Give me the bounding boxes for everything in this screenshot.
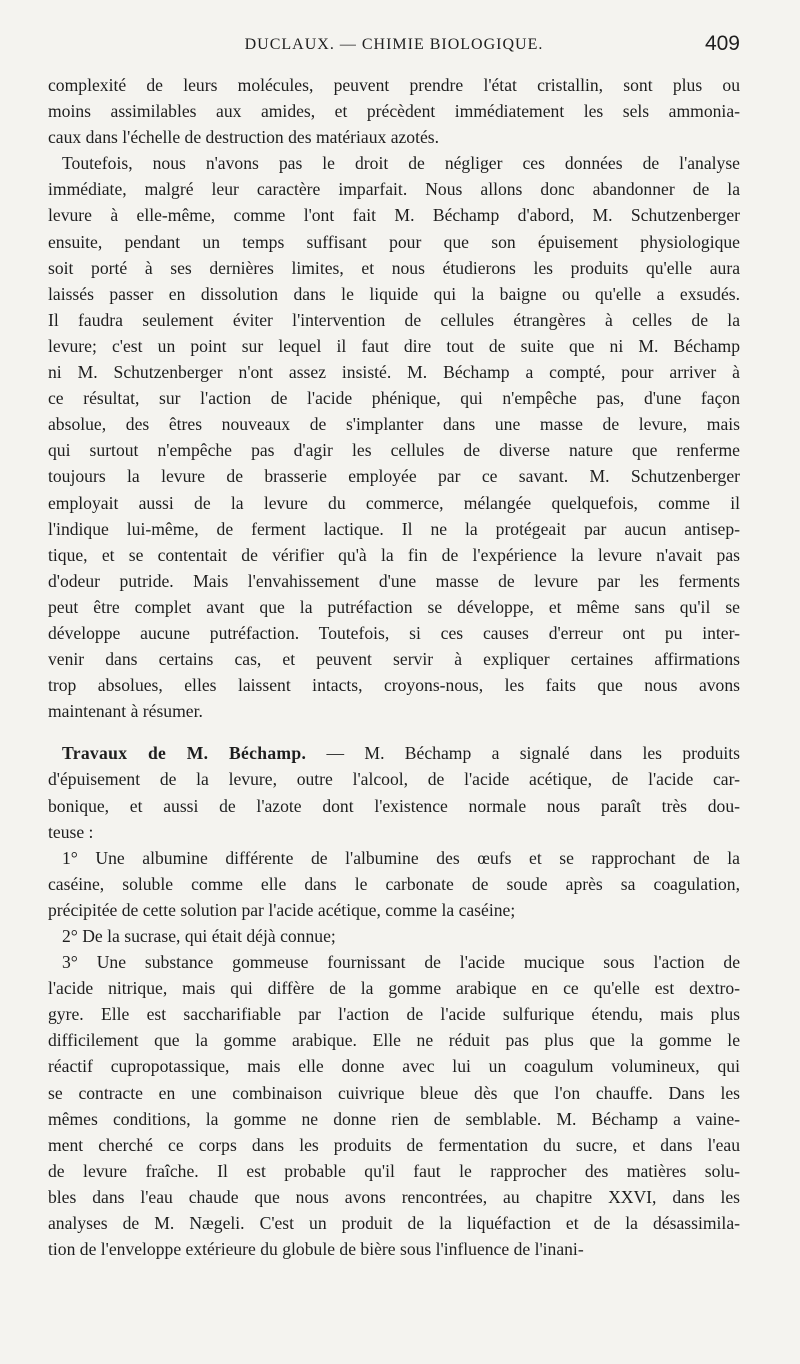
paragraph bbox=[48, 740, 740, 844]
text-line bbox=[48, 698, 740, 724]
paragraph bbox=[48, 845, 740, 923]
text-line bbox=[48, 1027, 740, 1053]
line-text: caséine, soluble comme elle dans le carbonate de soude après sa coagulation, bbox=[48, 873, 740, 894]
text-line bbox=[48, 1080, 740, 1106]
line-text: laissés passer en dissolution dans le liquide qui la baigne ou qu'elle a exsudés. bbox=[48, 283, 740, 304]
text-line bbox=[48, 176, 740, 202]
line-text: caux dans l'échelle de destruction des matériaux azotés. bbox=[48, 127, 440, 148]
text-line bbox=[48, 766, 740, 792]
line-text: bles dans l'eau chaude que nous avons rencontrées, au chapitre XXVI, dans les bbox=[48, 1186, 740, 1207]
text-line bbox=[48, 1158, 740, 1184]
line-text: toujours la levure de brasserie employée par ce savant. M. Schutzenberger bbox=[48, 466, 740, 487]
paragraph bbox=[48, 923, 740, 949]
text-line bbox=[48, 568, 740, 594]
paragraph bbox=[48, 949, 740, 1262]
line-text: 1° Une albumine différente de l'albumine des œufs et se rapprochant de la bbox=[62, 847, 740, 868]
line-text: analyses de M. Nægeli. C'est un produit de la liquéfaction et de la désassimila- bbox=[48, 1213, 740, 1234]
paragraph-gap bbox=[48, 724, 740, 740]
section-heading: Travaux de M. Béchamp. bbox=[62, 743, 307, 764]
line-text: l'indique lui-même, de ferment lactique. Il ne la protégeait par aucun antisep- bbox=[48, 518, 740, 539]
text-line bbox=[48, 72, 740, 98]
line-text: l'acide nitrique, mais qui diffère de la gomme arabique en ce qu'elle est dextro- bbox=[48, 978, 740, 999]
line-text: ensuite, pendant un temps suffisant pour que son épuisement physiologique bbox=[48, 231, 740, 252]
line-text: Toutefois, nous n'avons pas le droit de négliger ces données de l'analyse bbox=[62, 153, 740, 174]
line-text: venir dans certains cas, et peuvent servir à expliquer certaines affirmations bbox=[48, 649, 740, 670]
text-line bbox=[48, 646, 740, 672]
body-text bbox=[48, 72, 740, 1262]
line-text: Il faudra seulement éviter l'intervention de cellules étrangères à celles de la bbox=[48, 309, 740, 330]
text-line bbox=[48, 740, 740, 766]
text-line bbox=[48, 1053, 740, 1079]
text-line bbox=[48, 124, 740, 150]
text-line bbox=[48, 516, 740, 542]
text-line bbox=[48, 281, 740, 307]
line-text: ce résultat, sur l'action de l'acide phénique, qui n'empêche pas, d'une façon bbox=[48, 388, 740, 409]
text-line bbox=[48, 98, 740, 124]
text-line bbox=[48, 1132, 740, 1158]
line-text: teuse : bbox=[48, 821, 94, 842]
text-line bbox=[48, 1210, 740, 1236]
paragraph bbox=[48, 72, 740, 150]
text-line bbox=[48, 255, 740, 281]
text-line bbox=[48, 385, 740, 411]
line-text: 2° De la sucrase, qui était déjà connue; bbox=[62, 926, 336, 946]
text-line bbox=[48, 897, 740, 923]
text-line bbox=[48, 490, 740, 516]
text-line bbox=[48, 307, 740, 333]
line-text: tion de l'enveloppe extérieure du globule de bière sous l'influence de l'inani- bbox=[48, 1239, 584, 1260]
line-text: d'épuisement de la levure, outre l'alcool, de l'acide acétique, de l'acide car- bbox=[48, 769, 740, 790]
line-text: difficilement que la gomme arabique. Elle ne réduit pas plus que la gomme le bbox=[48, 1030, 740, 1051]
page-number: 409 bbox=[704, 32, 740, 55]
text-line bbox=[48, 542, 740, 568]
line-text: de levure fraîche. Il est probable qu'il faut le rapprocher des matières solu- bbox=[48, 1160, 740, 1181]
line-text: 3° Une substance gommeuse fournissant de l'acide mucique sous l'action de bbox=[62, 952, 740, 973]
paragraph bbox=[48, 150, 740, 724]
line-text: bonique, et aussi de l'azote dont l'existence normale nous paraît très dou- bbox=[48, 795, 740, 816]
text-line bbox=[48, 793, 740, 819]
line-text: mêmes conditions, la gomme ne donne rien de semblable. M. Béchamp a vaine- bbox=[48, 1108, 740, 1129]
line-text: d'odeur putride. Mais l'envahissement d'une masse de levure par les ferments bbox=[48, 570, 740, 591]
line-text: peut être complet avant que la putréfaction se développe, et même sans qu'il se bbox=[48, 596, 740, 617]
line-text: ment cherché ce corps dans les produits de fermentation du sucre, et dans l'eau bbox=[48, 1134, 740, 1155]
text-line bbox=[48, 1106, 740, 1132]
line-text: absolue, des êtres nouveaux de s'implanter dans une masse de levure, mais bbox=[48, 414, 740, 435]
line-text: gyre. Elle est saccharifiable par l'action de l'acide sulfurique étendu, mais plus bbox=[48, 1004, 740, 1025]
line-text: levure; c'est un point sur lequel il faut dire tout de suite que ni M. Béchamp bbox=[48, 335, 740, 356]
text-line bbox=[48, 463, 740, 489]
text-line bbox=[48, 949, 740, 975]
text-line bbox=[48, 1184, 740, 1210]
text-line bbox=[48, 871, 740, 897]
text-line bbox=[48, 819, 740, 845]
line-text: complexité de leurs molécules, peuvent prendre l'état cristallin, sont plus ou bbox=[48, 75, 740, 95]
line-text: réactif cupropotassique, mais elle donne avec lui un coagulum volumineux, qui bbox=[48, 1056, 740, 1077]
text-line bbox=[48, 1236, 740, 1262]
line-text: moins assimilables aux amides, et précèdent immédiatement les sels ammonia- bbox=[48, 101, 740, 122]
line-text: qui surtout n'empêche pas d'agir les cellules de diverse nature que renferme bbox=[48, 440, 740, 461]
text-line bbox=[48, 845, 740, 871]
line-text: tique, et se contentait de vérifier qu'à la fin de l'expérience la levure n'avait pas bbox=[48, 544, 740, 565]
text-line bbox=[48, 620, 740, 646]
text-line bbox=[48, 437, 740, 463]
text-line bbox=[48, 411, 740, 437]
text-line bbox=[48, 359, 740, 385]
text-line bbox=[48, 923, 740, 949]
text-line bbox=[48, 672, 740, 698]
line-text: maintenant à résumer. bbox=[48, 701, 203, 722]
text-line bbox=[48, 333, 740, 359]
line-text: levure à elle-même, comme l'ont fait M. Béchamp d'abord, M. Schutzenberger bbox=[48, 205, 740, 226]
line-text: développe aucune putréfaction. Toutefois, si ces causes d'erreur ont pu inter- bbox=[48, 622, 740, 643]
line-text: trop absolues, elles laissent intacts, croyons-nous, les faits que nous avons bbox=[48, 675, 740, 696]
line-text: immédiate, malgré leur caractère imparfait. Nous allons donc abandonner de la bbox=[48, 179, 740, 200]
text-line bbox=[48, 229, 740, 255]
line-text: précipitée de cette solution par l'acide acétique, comme la caséine; bbox=[48, 899, 516, 920]
running-head-title: DUCLAUX. — CHIMIE BIOLOGIQUE. bbox=[244, 36, 544, 53]
line-text: soit porté à ses dernières limites, et nous étudierons les produits qu'elle aura bbox=[48, 257, 740, 278]
line-text: employait aussi de la levure du commerce, mélangée quelquefois, comme il bbox=[48, 492, 740, 513]
text-line bbox=[48, 202, 740, 228]
line-text: se contracte en une combinaison cuivrique bleue dès que l'on chauffe. Dans les bbox=[48, 1082, 740, 1103]
line-text: ni M. Schutzenberger n'ont assez insisté. M. Béchamp a compté, pour arriver à bbox=[48, 362, 740, 383]
running-head bbox=[48, 34, 740, 60]
text-line bbox=[48, 150, 740, 176]
line-text: — M. Béchamp a signalé dans les produits bbox=[306, 743, 740, 764]
text-line bbox=[48, 975, 740, 1001]
text-line bbox=[48, 594, 740, 620]
text-line bbox=[48, 1001, 740, 1027]
